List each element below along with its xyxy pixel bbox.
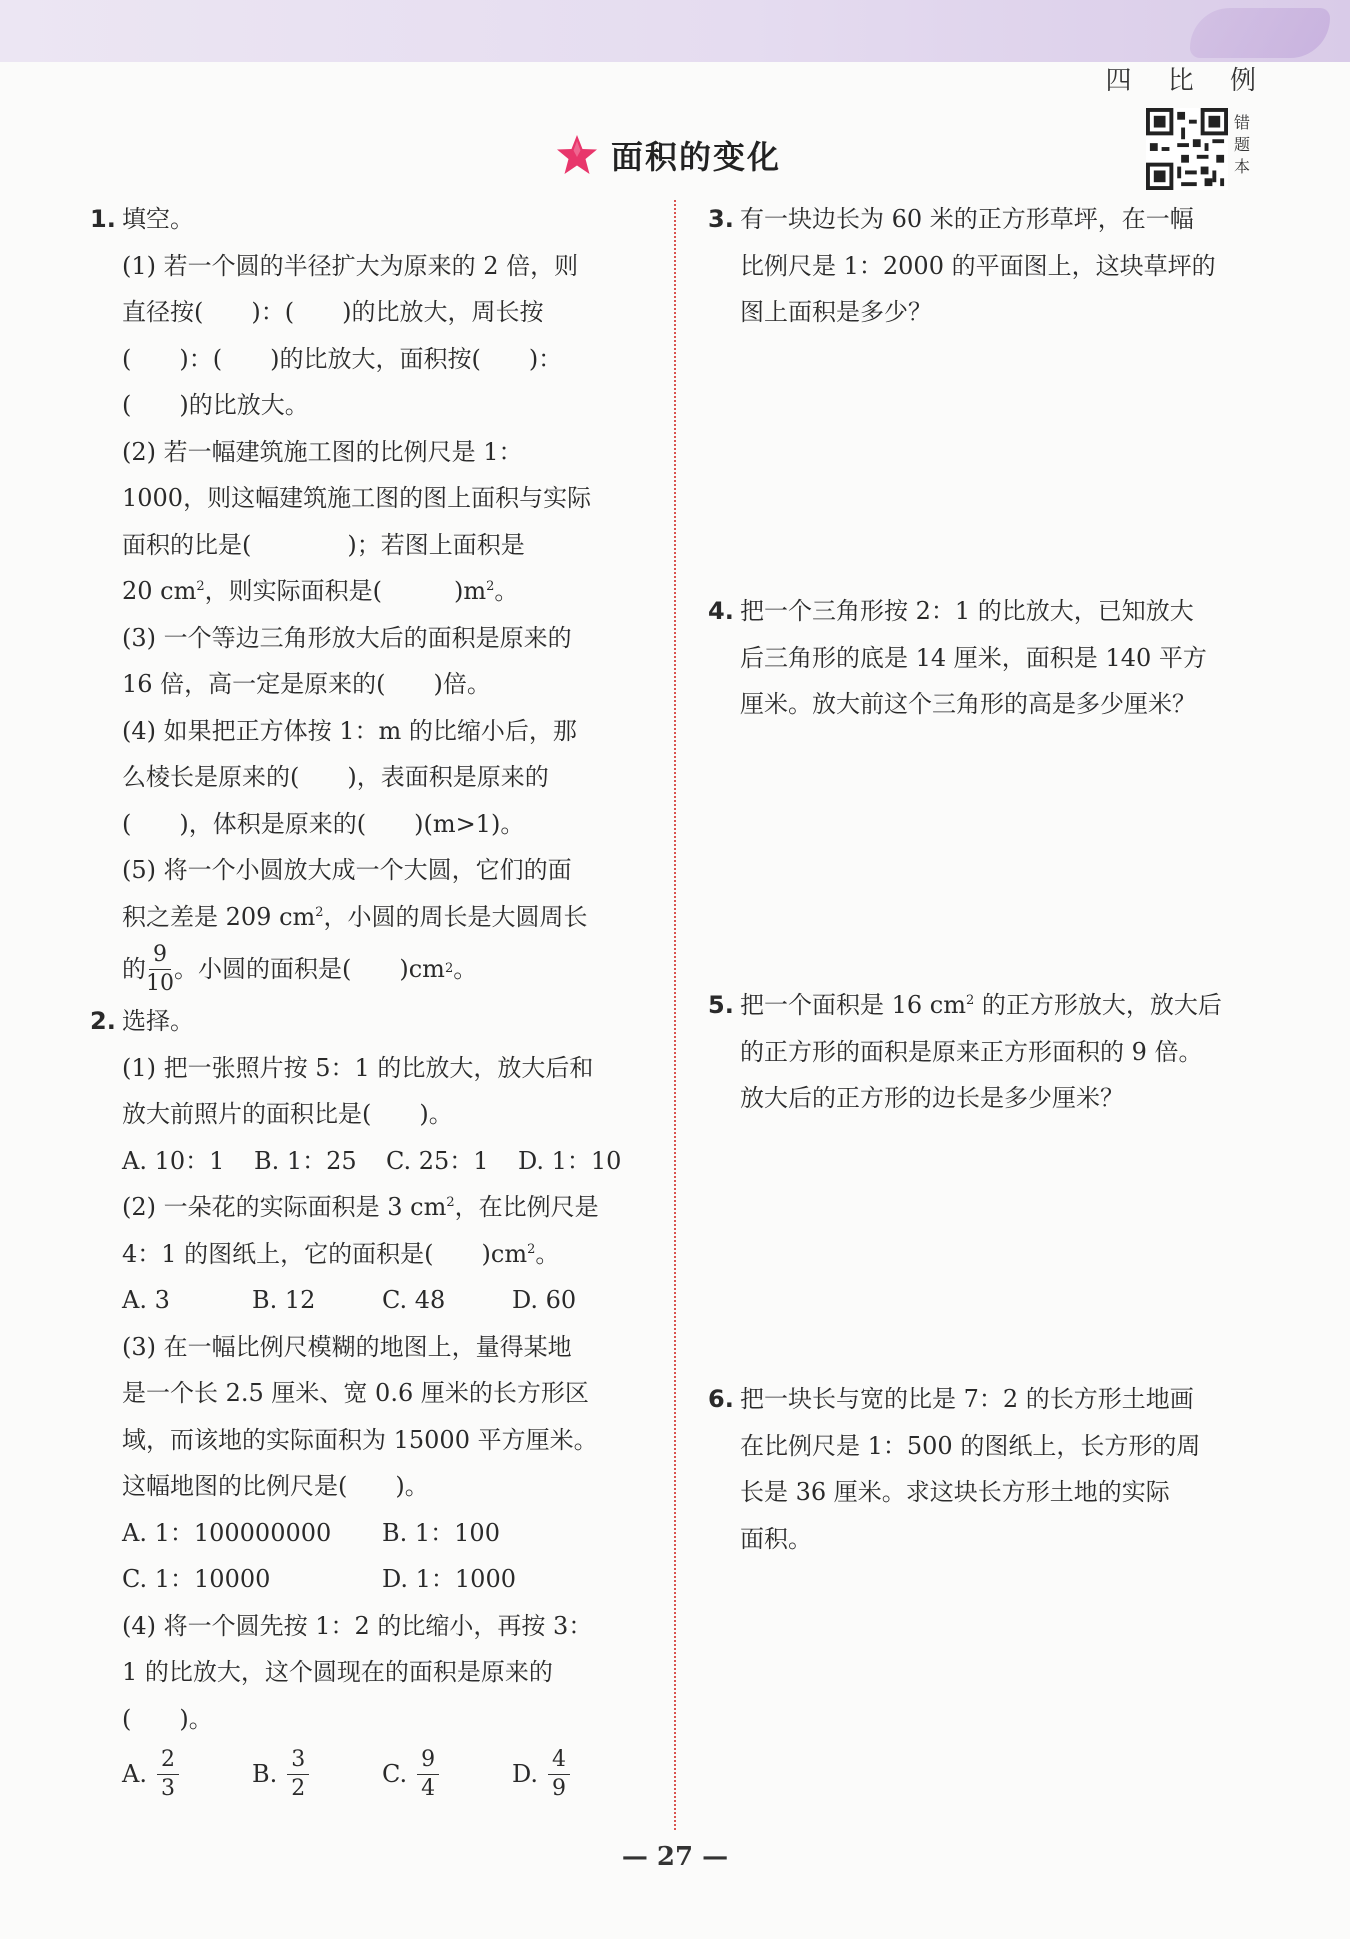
q2-part4: (4) 将一个圆先按 1：2 的比缩小，再按 3： 1 的比放大，这个圆现在的面积是原来的 ( )。 xyxy=(122,1611,593,1733)
band-ornament xyxy=(1190,8,1330,58)
q1-part5: (5) 将一个小圆放大成一个大圆，它们的面 积之差是 209 $cm^2$，小圆的周长是大圆周长 的 $\frac{9}{10}$ 。小圆的面积是( )cm 2 。 xyxy=(122,856,588,996)
question-number: 1. xyxy=(90,205,116,233)
option[interactable]: C. 48 xyxy=(382,1286,446,1314)
qr-label: 错 题 本 xyxy=(1234,113,1251,176)
option[interactable]: A. $\frac{2}{3}$ xyxy=(122,1748,252,1801)
q1-part4: (4) 如果把正方体按 1：m 的比缩小后，那 么棱长是原来的( )，表面积是原来的 ( )，体积是原来的( )(m>1)。 xyxy=(122,716,577,838)
question-6: 6. 把一块长与宽的比是 7：2 的长方形土地画 在比例尺是 1：500 的图纸上，长方形的周 长是 36 厘米。求这块长方形土地的实际 面积。 xyxy=(708,1385,1201,1553)
column-divider xyxy=(674,200,676,1830)
fraction: $\frac{9}{10}$ xyxy=(146,941,174,996)
option[interactable]: C. 1：10000 xyxy=(122,1565,271,1593)
q2-part1-options xyxy=(90,1138,650,1185)
top-decorative-band xyxy=(0,0,1350,62)
option[interactable]: B. 1：100 xyxy=(382,1518,500,1547)
option[interactable]: A. 1：100000000 xyxy=(122,1518,332,1547)
question-5: 5. 把一个面积是 16 $cm^2$ 的正方形放大，放大后 的正方形的面积是原来正方形面积的 9 倍。 放大后的正方形的边长是多少厘米？ xyxy=(708,991,1222,1112)
option[interactable]: C. $\frac{9}{4}$ xyxy=(382,1748,512,1801)
option[interactable]: A. 10：1 xyxy=(122,1146,225,1175)
question-1 xyxy=(90,196,650,998)
q2-part3: (3) 在一幅比例尺模糊的地图上，量得某地 是一个长 2.5 厘米、宽 0.6 厘米的长方形区 域，而该地的实际面积为 15000 平方厘米。 这幅地图的比例尺是( )。 xyxy=(122,1332,598,1500)
option[interactable]: D. 1：1000 xyxy=(382,1565,516,1593)
q1-part3: (3) 一个等边三角形放大后的面积是原来的 16 倍，高一定是原来的( )倍。 xyxy=(122,623,572,698)
option[interactable]: B. 12 xyxy=(252,1286,316,1314)
question-2 xyxy=(90,998,650,1806)
qr-code-icon[interactable] xyxy=(1146,108,1228,190)
star-icon xyxy=(555,133,599,177)
q2-part3-options-row2 xyxy=(90,1556,650,1603)
option[interactable]: C. 25：1 xyxy=(386,1146,489,1175)
chapter-label: 四 比 例 xyxy=(1105,66,1270,96)
option[interactable]: D. 60 xyxy=(512,1286,577,1314)
question-3: 3. 有一块边长为 60 米的正方形草坪，在一幅 比例尺是 1：2000 的平面图上，这块草坪的 图上面积是多少？ xyxy=(708,205,1216,326)
page-number: — 27 — xyxy=(621,1842,729,1872)
q2-part3-options-row1 xyxy=(90,1510,650,1557)
option[interactable]: B. 1：25 xyxy=(254,1146,357,1175)
option[interactable]: D. 1：10 xyxy=(518,1146,622,1175)
q2-part2: (2) 一朵花的实际面积是 3 $cm^2$，在比例尺是 4：1 的图纸上，它的面积是( )$cm^2$。 xyxy=(122,1193,599,1268)
question-number: 2. xyxy=(90,1007,116,1035)
page-title: 面积的变化 xyxy=(611,138,782,176)
question-4: 4. 把一个三角形按 2：1 的比放大，已知放大 后三角形的底是 14 厘米，面积是 140 平方 厘米。放大前这个三角形的高是多少厘米？ xyxy=(708,597,1207,718)
q2-part2-options xyxy=(90,1277,650,1324)
q1-part1: (1) 若一个圆的半径扩大为原来的 2 倍，则 直径按( )：( )的比放大，周长按 ( )：( )的比放大，面积按( )： ( )的比放大。 xyxy=(122,251,579,419)
q2-part1: (1) 把一张照片按 5：1 的比放大，放大后和 放大前照片的面积比是( )。 xyxy=(122,1053,594,1128)
section-title xyxy=(555,132,781,178)
q1-part2: (2) 若一幅建筑施工图的比例尺是 1： 1000，则这幅建筑施工图的图上面积与实际 面积的比是( )；若图上面积是 20 $cm^2$，则实际面积是( )$m^2$。 xyxy=(122,437,592,605)
left-column xyxy=(90,196,650,1806)
question-heading: 选择。 xyxy=(122,1007,194,1035)
option[interactable]: A. 3 xyxy=(122,1286,170,1314)
option[interactable]: D. $\frac{4}{9}$ xyxy=(512,1748,642,1801)
question-heading: 填空。 xyxy=(122,205,194,233)
option[interactable]: B. $\frac{3}{2}$ xyxy=(252,1748,382,1801)
q2-part4-options xyxy=(90,1742,650,1806)
